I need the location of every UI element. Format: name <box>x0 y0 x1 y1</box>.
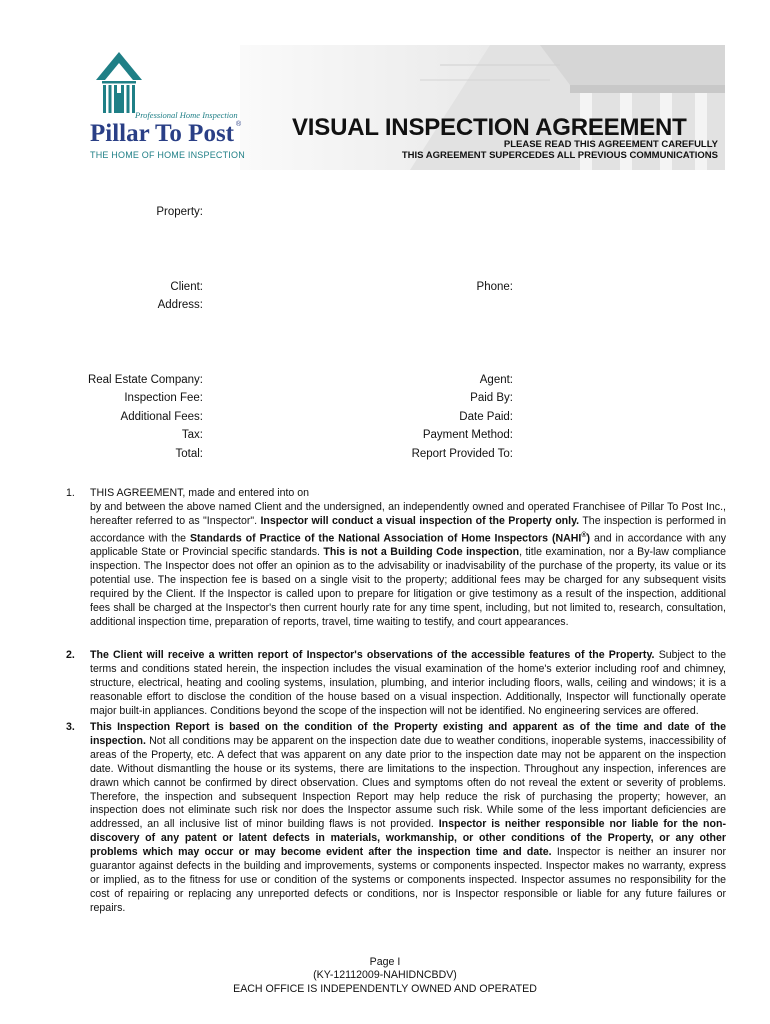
inspection-fee-label: Inspection Fee: <box>124 392 203 404</box>
text-run: and in accordance with any applicable State or Provincial specific standards. <box>90 532 727 559</box>
pillar-to-post-logo <box>88 48 248 178</box>
bold-text-run: ) <box>586 532 591 545</box>
bold-text-run: This Inspection Report is based on the condition of the Property existing and apparent as of the time and date of the inspection. <box>90 721 726 747</box>
subtitle-read-carefully: PLEASE READ THIS AGREEMENT CAREFULLY <box>503 139 718 150</box>
text-run: Inspector is neither an insurer nor guarantor against defects in the building and improvements, systems or components inspected. Inspector makes no warranty, express or implied, as to the fitness for use or condition of the systems or components inspected. Inspector assumes no responsibility for the cost of repairing or replacing any unreported defects or conditions, nor is Inspector responsible or liable for any future failures or repairs. <box>90 846 726 914</box>
text-run: Not all conditions may be apparent on the inspection date due to weather conditions, inoperable systems, inaccessibility of areas of the Property, etc. A defect that was apparent on any date prior to the inspection date may not be apparent on the inspection date. Without dismantling the house or its systems, there are limitations to the inspection. Throughout any inspection, inferences are drawn which cannot be confirmed by direct observation. Clues and symptoms often do not reveal the extent or severity of problems. Therefore, the inspection and subsequent Inspection Report may help reduce the risk of purchasing the property; however, an inspection does not eliminate such risk nor does the Inspector assume such risk. While some of the less important deficiencies are addressed, an all inclusive list of minor building flaws is not provided. <box>90 734 726 831</box>
document-title: VISUAL INSPECTION AGREEMENT <box>292 114 687 141</box>
section-1-number: 1. <box>66 487 75 499</box>
subtitle-supercedes: THIS AGREEMENT SUPERCEDES ALL PREVIOUS COMMUNICATIONS <box>401 150 718 161</box>
footer-page-number: Page I <box>369 956 401 968</box>
total-label: Total: <box>175 448 203 460</box>
section-1-lead: THIS AGREEMENT, made and entered into on <box>90 487 310 499</box>
text-run: , title examination, nor a By-law compliance inspection. The Inspector does not offer an opinion as to the advisability or inadvisability of the purchase of the property, its value or its potential use. The inspection fee is based on a single visit to the property; additional fees may be charged for any subsequent visits required by the Client. If the Inspector is called upon to prepare for litigation or give testimony as a result of the inspection, additional fees shall be charged at the Inspector's then current hourly rate for any time spent, including, but not limited to, research, consultation, additional inspection time, preparation of reports, travel, time waiting to testify, and court appearances. <box>90 546 726 628</box>
bold-text-run: Inspector will conduct a visual inspection of the Property only. <box>260 514 580 527</box>
logo-slogan: THE HOME OF HOME INSPECTION <box>90 150 245 160</box>
bold-text-run: Standards of Practice of the National Association of Home Inspectors (NAHI <box>189 532 582 545</box>
date-paid-label: Date Paid: <box>459 411 513 423</box>
footer-document-code: (KY-12112009-NAHIDNCBDV) <box>313 969 457 981</box>
bold-text-run: This is not a Building Code inspection <box>323 546 520 559</box>
paid-by-label: Paid By: <box>470 392 513 404</box>
footer-notice: EACH OFFICE IS INDEPENDENTLY OWNED AND OPERATED <box>233 983 537 995</box>
agent-label: Agent: <box>479 374 513 386</box>
text-run: Subject to the terms and conditions stated herein, the inspection includes the visual examination of the home's exterior including roof and chimney, structure, electrical, heating and cooling systems, insulation, plumbing, and interior including floors, walls, ceiling and windows; it is a reasonable effort to disclose the condition of the house based on a visual inspection. Additionally, Inspector will functionally operate major built-in appliances. Conditions beyond the scope of the inspection will not be identified. No engineering services are offered. <box>90 649 726 717</box>
logo-tagline: Professional Home Inspection <box>135 110 238 120</box>
bold-text-run: The Client will receive a written report of Inspector's observations of the accessible features of the Property. <box>90 649 655 661</box>
section-2-number: 2. <box>66 649 75 661</box>
additional-fees-label: Additional Fees: <box>120 411 203 423</box>
section-3-body <box>90 721 726 916</box>
logo-name: Pillar To Post <box>90 120 235 147</box>
text-run: by and between the above named Client and the undersigned, an independently owned and operated Franchisee of Pillar To Post Inc., hereafter referred to as "Inspector". <box>90 501 726 527</box>
property-label: Property: <box>156 206 203 218</box>
phone-label: Phone: <box>476 281 513 293</box>
client-label: Client: <box>170 281 203 293</box>
tax-label: Tax: <box>181 429 203 441</box>
report-provided-to-label: Report Provided To: <box>411 448 513 460</box>
text-run: The inspection is performed in accordance with the <box>90 514 726 545</box>
section-3-number: 3. <box>66 721 75 733</box>
real-estate-company-label: Real Estate Company: <box>87 374 203 386</box>
bold-text-run: Inspector is neither responsible nor liable for the non-discovery of any patent or latent defects in materials, workmanship, or other conditions of the Property, or any other problems which may occur or may become evident after the inspection time and date. <box>90 818 726 859</box>
section-1-body <box>90 501 726 630</box>
section-2-body <box>90 649 726 719</box>
logo-trademark: ® <box>236 121 242 128</box>
bold-text-run: ® <box>581 531 587 539</box>
address-label: Address: <box>157 299 203 311</box>
payment-method-label: Payment Method: <box>422 429 513 441</box>
